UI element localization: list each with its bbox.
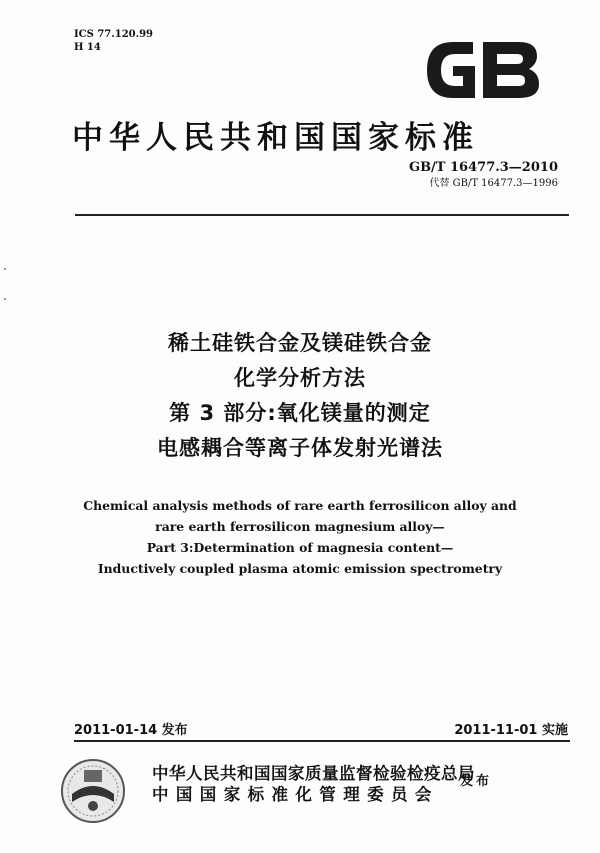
replaced-standard: 代替 GB/T 16477.3—1996	[429, 178, 558, 189]
standard-title: 中华人民共和国国家标准	[72, 120, 479, 156]
standard-number: GB/T 16477.3—2010	[408, 160, 558, 175]
chinese-title	[0, 326, 600, 466]
ics-code: ICS 77.120.99	[74, 29, 154, 40]
chinese-title-line-4: 电感耦合等离子体发射光谱法	[157, 436, 443, 460]
english-title	[0, 495, 600, 579]
top-divider	[75, 214, 569, 216]
chinese-title-line-1: 稀土硅铁合金及镁硅铁合金	[168, 331, 432, 355]
issue-date: 2011-01-14 发布	[74, 723, 188, 738]
margin-mark	[4, 268, 6, 270]
gb-logo	[423, 40, 541, 100]
ccs-code: H 14	[74, 42, 101, 53]
english-title-line-4: Inductively coupled plasma atomic emission spectrometry	[97, 561, 503, 576]
implementation-date: 2011-11-01 实施	[454, 723, 568, 738]
issuer-aqsiq: 中华人民共和国国家质量监督检验检疫总局	[152, 764, 475, 783]
english-title-line-3: Part 3:Determination of magnesia content—	[146, 540, 454, 555]
publisher-seal-icon	[60, 758, 126, 824]
chinese-title-line-2: 化学分析方法	[234, 366, 366, 390]
publish-label: 发布	[460, 774, 493, 789]
issuer-sac: 中国国家标准化管理委员会	[152, 785, 439, 804]
margin-mark	[4, 298, 6, 300]
english-title-line-1: Chemical analysis methods of rare earth ferrosilicon alloy and	[83, 498, 517, 513]
bottom-divider	[74, 740, 570, 742]
chinese-title-line-3: 第 3 部分:氧化镁量的测定	[169, 401, 431, 425]
english-title-line-2: rare earth ferrosilicon magnesium alloy—	[155, 519, 445, 534]
classification-codes	[74, 28, 153, 54]
